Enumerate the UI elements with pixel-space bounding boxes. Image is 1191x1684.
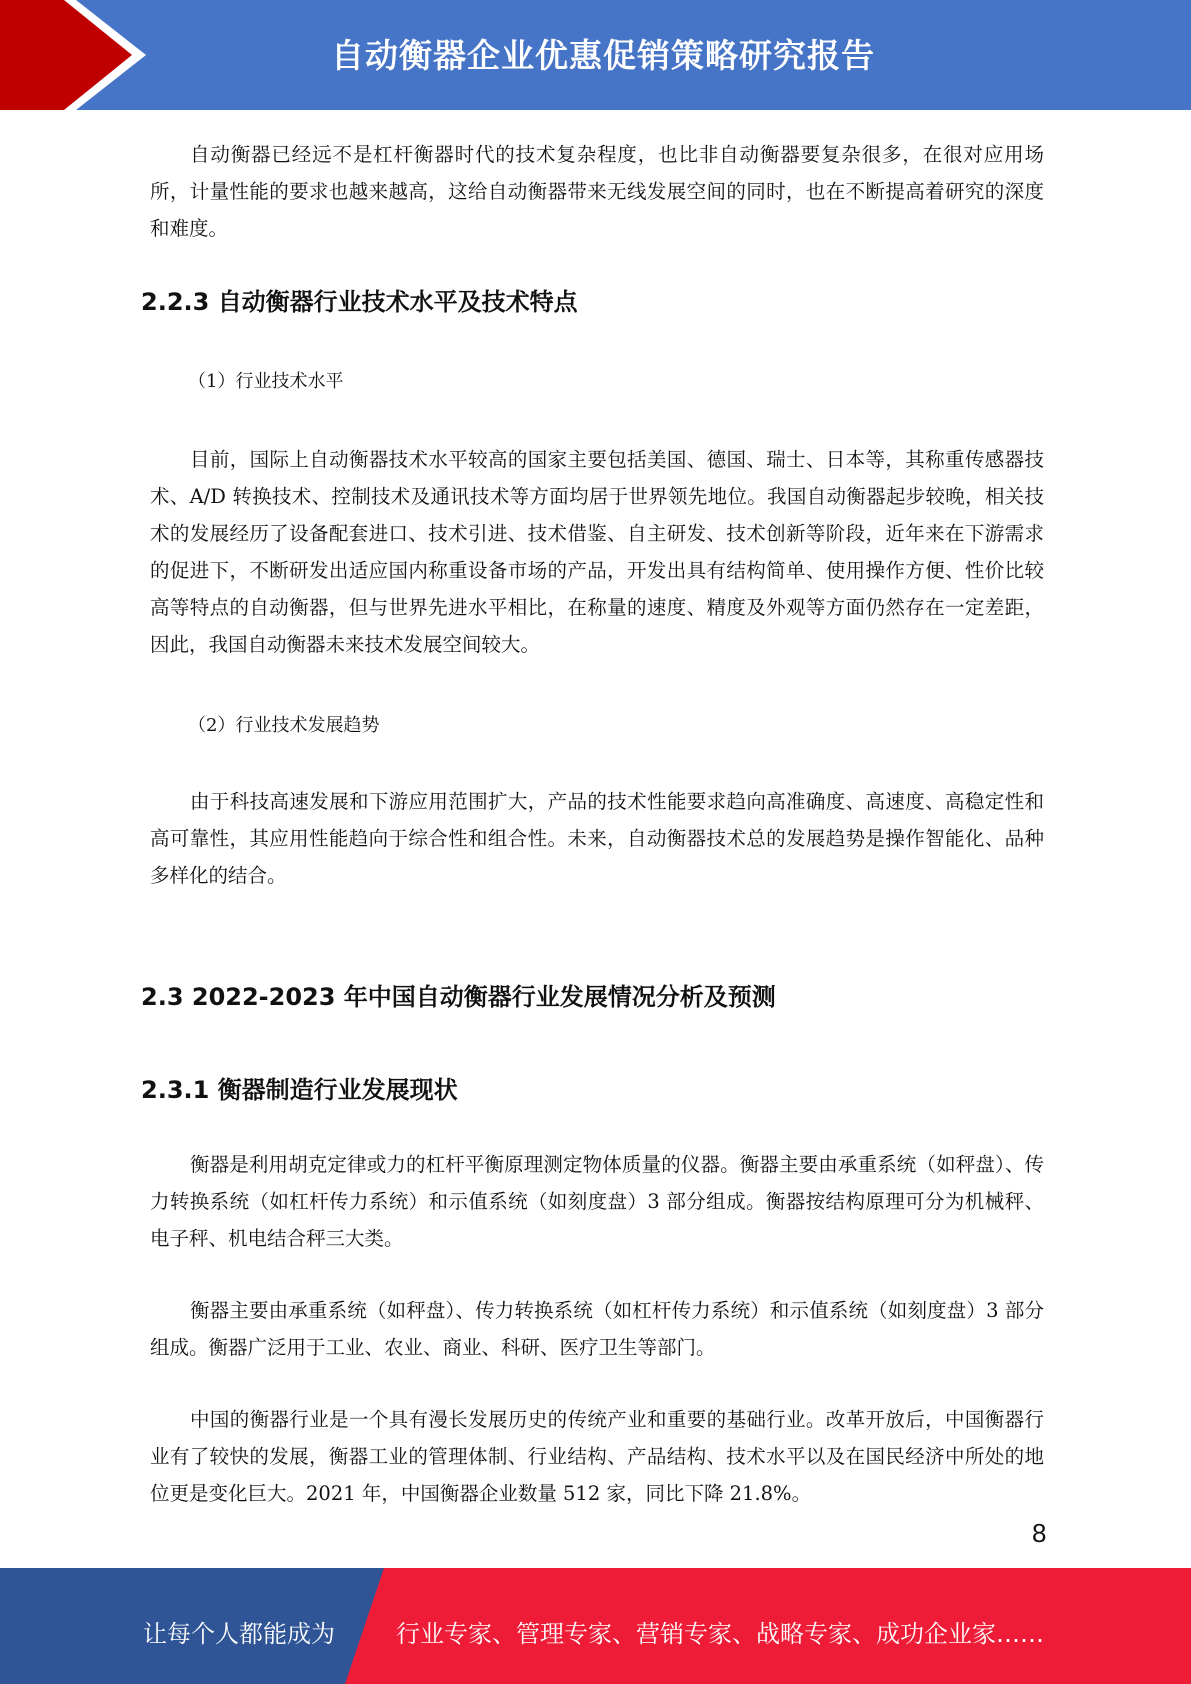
section-heading-2-3: 2.3 2022-2023 年中国自动衡器行业发展情况分析及预测 — [141, 983, 776, 1011]
footer-slogan-left: 让每个人都能成为 — [143, 1620, 335, 1648]
footer-slogan-right: 行业专家、管理专家、营销专家、战略专家、成功企业家…… — [396, 1620, 1044, 1648]
paragraph: 衡器是利用胡克定律或力的杠杆平衡原理测定物体质量的仪器。衡器主要由承重系统（如秤盘）、传力转换系统（如杠杆传力系统）和示值系统（如刻度盘）3 部分组成。衡器按结构原理可分为机械秤、电子秤、机电结合秤三大类。 — [150, 1153, 1044, 1250]
section-heading-2-3-1: 2.3.1 衡器制造行业发展现状 — [141, 1076, 458, 1104]
paragraph: 目前，国际上自动衡器技术水平较高的国家主要包括美国、德国、瑞士、日本等，其称重传感器技术、A/D 转换技术、控制技术及通讯技术等方面均居于世界领先地位。我国自动衡器起步较晚，相关技术的发展经历了设备配套进口、技术引进、技术借鉴、自主研发、技术创新等阶段，近年来在下游需求的促进下，不断研发出适应国内称重设备市场的产品，开发出具有结构简单、使用操作方便、性价比较高等特点的自动衡器，但与世界先进水平相比，在称量的速度、精度及外观等方面仍然存在一定差距，因此，我国自动衡器未来技术发展空间较大。 — [150, 448, 1044, 656]
paragraph: 中国的衡器行业是一个具有漫长发展历史的传统产业和重要的基础行业。改革开放后，中国衡器行业有了较快的发展，衡器工业的管理体制、行业结构、产品结构、技术水平以及在国民经济中所处的地位更是变化巨大。2021 年，中国衡器企业数量 512 家，同比下降 21.8%。 — [150, 1408, 1044, 1505]
paragraph: 自动衡器已经远不是杠杆衡器时代的技术复杂程度，也比非自动衡器要复杂很多，在很对应用场所，计量性能的要求也越来越高，这给自动衡器带来无线发展空间的同时，也在不断提高着研究的深度和难度。 — [150, 143, 1044, 240]
section-heading-2-2-3: 2.2.3 自动衡器行业技术水平及技术特点 — [141, 288, 578, 316]
paragraph: 由于科技高速发展和下游应用范围扩大，产品的技术性能要求趋向高准确度、高速度、高稳定性和高可靠性，其应用性能趋向于综合性和组合性。未来，自动衡器技术总的发展趋势是操作智能化、品种多样化的结合。 — [150, 790, 1044, 887]
subheading: （1）行业技术水平 — [188, 371, 344, 392]
paragraph: 衡器主要由承重系统（如秤盘）、传力转换系统（如杠杆传力系统）和示值系统（如刻度盘）3 部分组成。衡器广泛用于工业、农业、商业、科研、医疗卫生等部门。 — [150, 1299, 1044, 1359]
page-header — [0, 0, 1191, 110]
subheading: （2）行业技术发展趋势 — [188, 715, 380, 736]
report-title: 自动衡器企业优惠促销策略研究报告 — [331, 36, 875, 75]
page-number: 8 — [1032, 1518, 1047, 1548]
